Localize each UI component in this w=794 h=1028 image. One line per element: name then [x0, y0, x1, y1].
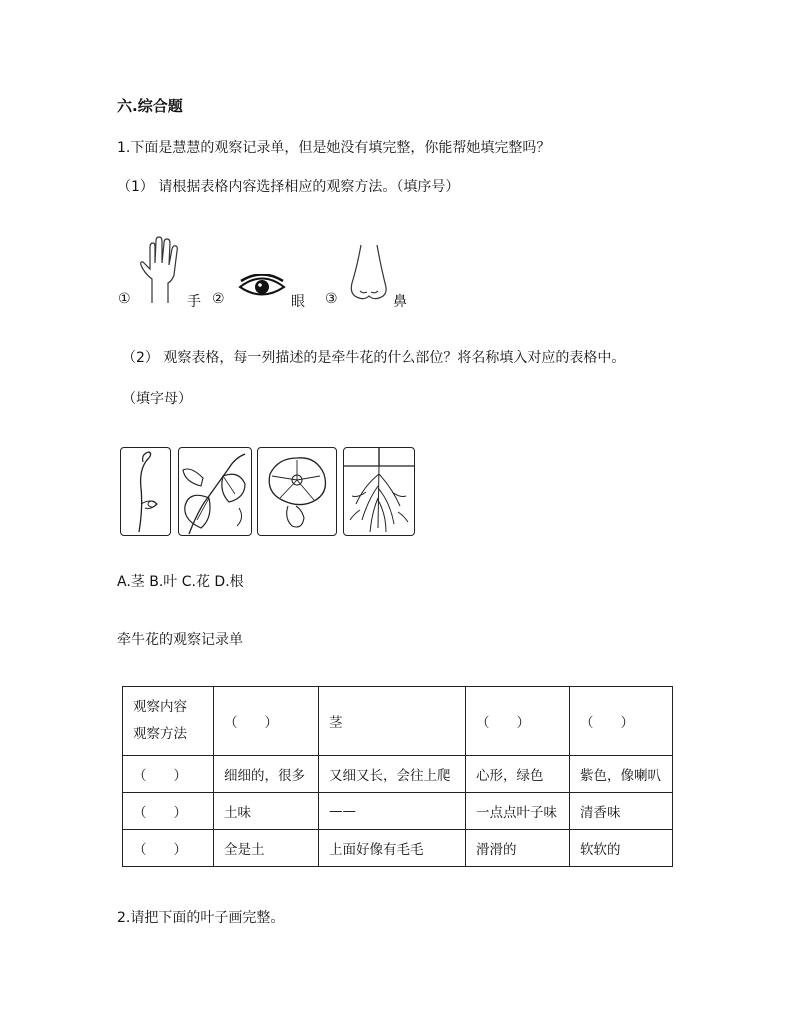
- section-title: 六.综合题: [117, 97, 183, 115]
- table-title: 牵牛花的观察记录单: [117, 632, 243, 648]
- table-cell: 又细又长，会往上爬: [319, 756, 466, 793]
- table-cell: 上面好像有毛毛: [319, 830, 466, 867]
- option-1-label: 手: [187, 294, 201, 310]
- nose-icon: [347, 243, 391, 305]
- method-blank-3[interactable]: （ ）: [123, 830, 214, 867]
- table-cell: 细细的，很多: [214, 756, 319, 793]
- table-cell: 软软的: [570, 830, 673, 867]
- header-method-label: 观察方法: [133, 726, 187, 742]
- flower-image: [257, 447, 337, 536]
- answer-choices: A.茎 B.叶 C.花 D.根: [117, 574, 244, 590]
- option-1-number: ①: [118, 291, 131, 307]
- option-3-number: ③: [325, 291, 338, 307]
- table-cell: 心形，绿色: [466, 756, 570, 793]
- leaf-image: [178, 447, 252, 536]
- option-2-label: 眼: [291, 294, 305, 310]
- stem-image: [120, 447, 171, 536]
- eye-icon: [238, 274, 286, 300]
- root-image: [343, 447, 415, 536]
- column-header-4[interactable]: （ ）: [570, 687, 673, 756]
- question-2-title: 2.请把下面的叶子画完整。: [117, 910, 285, 926]
- column-header-2: 茎: [319, 687, 466, 756]
- table-cell: 全是土: [214, 830, 319, 867]
- table-row: [123, 756, 673, 793]
- part-1-prompt: （1） 请根据表格内容选择相应的观察方法。（填序号）: [117, 179, 460, 195]
- table-row: [123, 830, 673, 867]
- table-cell: 紫色，像喇叭: [570, 756, 673, 793]
- table-row: [123, 793, 673, 830]
- option-3-label: 鼻: [393, 294, 407, 310]
- method-blank-1[interactable]: （ ）: [123, 756, 214, 793]
- header-content-label: 观察内容: [133, 699, 187, 715]
- part-2-note: （填字母）: [122, 391, 192, 407]
- column-header-3[interactable]: （ ）: [466, 687, 570, 756]
- table-header-corner: [123, 687, 214, 756]
- table-cell: 滑滑的: [466, 830, 570, 867]
- method-blank-2[interactable]: （ ）: [123, 793, 214, 830]
- column-header-1[interactable]: （ ）: [214, 687, 319, 756]
- table-cell: 清香味: [570, 793, 673, 830]
- part-2-prompt: （2） 观察表格，每一列描述的是牵牛花的什么部位？将名称填入对应的表格中。: [122, 350, 626, 366]
- question-1-title: 1.下面是慧慧的观察记录单，但是她没有填完整，你能帮她填完整吗？: [117, 140, 551, 156]
- table-cell: 土味: [214, 793, 319, 830]
- observation-table: [122, 686, 673, 867]
- option-2-number: ②: [212, 291, 225, 307]
- hand-icon: [138, 235, 184, 305]
- table-cell: 一点点叶子味: [466, 793, 570, 830]
- table-cell: ——: [319, 793, 466, 830]
